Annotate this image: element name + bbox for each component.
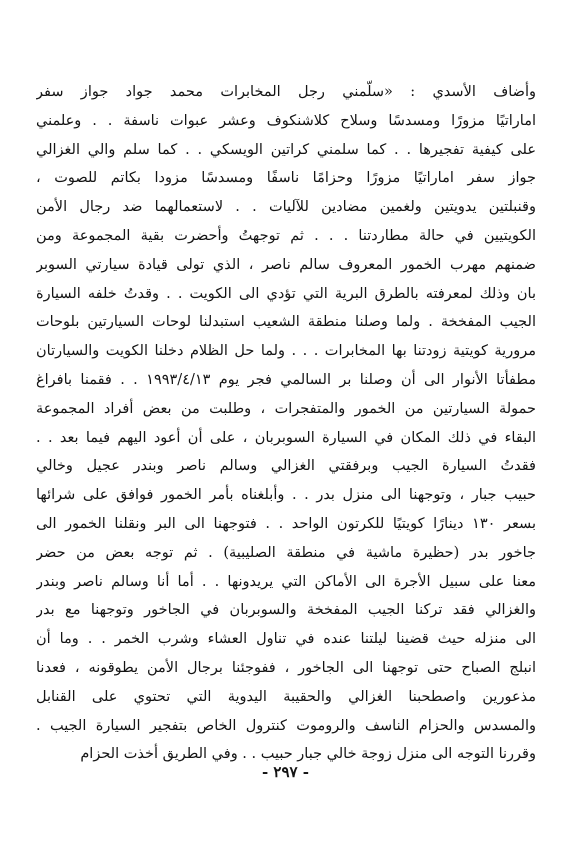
- text-line: على كيفية تفجيرها . . كما سلمني كراتين الويسكي . . كما سلم والي الغزالي: [36, 141, 536, 158]
- text-line: معنا على سبيل الأجرة الى الأماكن التي يريدونها . . أما أنا وسالم ناصر وبندر: [36, 573, 536, 590]
- text-line: جاخور بدر (حظيرة ماشية في منطقة الصليبية) . ثم توجه بعض من حضر: [36, 544, 536, 561]
- text-line: البقاء في ذلك المكان في السيارة السوبربان ، على أن أعود اليهم فيما بعد . .: [36, 429, 536, 446]
- text-line: والمسدس والحزام الناسف والروموت كنترول الخاص بتفجير السيارة الجيب .: [36, 717, 536, 734]
- page-number: - ٢٩٧ -: [261, 763, 310, 781]
- text-line: وأضاف الأسدي : «سلّمني رجل المخابرات محمد جواد جواز سفر: [36, 84, 536, 100]
- text-line: اماراتيًا مزورًا ومسدسًا وسلاح كلاشنكوف وعشر عبوات ناسفة . . وعلمني: [36, 112, 536, 129]
- text-line: مذعورين واصطحبنا الغزالي والحقيبة اليدوية التي تحتوي على القنابل: [36, 688, 536, 705]
- text-line: مرورية كويتية زودتنا بها المخابرات . . . ولما حل الظلام دخلنا الكويت والسيارتان: [36, 343, 536, 360]
- text-line: وقنبلتين يدويتين ولغمين مضادين للآليات . . لاستعمالهما ضد رجال الأمن: [36, 199, 536, 216]
- text-line: ضمنهم مهرب الخمور المعروف سالم ناصر ، الذي تولى قيادة سيارتي السوبر: [36, 256, 536, 273]
- text-line: انبلج الصباح حتى توجهنا الى الجاخور ، ففوجئنا برجال الأمن يطوقونه ، فعدنا: [36, 659, 536, 676]
- text-line: حبيب جبار ، وتوجهنا الى منزل بدر . . وأبلغناه بأمر الخمور فوافق على شرائها: [36, 487, 536, 504]
- text-line: فقدتُ السيارة الجيب وبرفقتي الغزالي وسالم ناصر وبندر عجيل وخالي: [36, 458, 536, 475]
- text-line: حمولة السيارتين من الخمور والمتفجرات ، وطلبت من بعض أفراد المجموعة: [36, 400, 536, 417]
- text-line: جواز سفر اماراتيًا مزورًا وحزامًا ناسفًا ومسدسًا مزودا بكاتم للصوت ،: [36, 170, 536, 187]
- text-line: والغزالي فقد تركنا الجيب المفخخة والسوبربان في الجاخور وتوجهنا مع بدر: [36, 602, 536, 619]
- text-line: الى منزله حيث قضينا ليلتنا عنده في تناول العشاء وشرب الخمر . . وما أن: [36, 631, 536, 648]
- text-line: بان وذلك لمعرفته بالطرق البرية التي تؤدي الى الكويت . . وقدتُ خلفه السيارة: [36, 285, 536, 302]
- text-line: مطفأتا الأنوار الى أن وصلنا بر السالمي فجر يوم ١٩٩٣/٤/١٣ . . فقمنا بافراغ: [36, 371, 536, 388]
- body-text: [36, 78, 536, 769]
- text-line: الكويتيين في حالة مطاردتنا . . . ثم توجهتُ وأحضرت بقية المجموعة ومن: [36, 227, 536, 244]
- text-line: وقررنا التوجه الى منزل زوجة خالي جبار حبيب . . وفي الطريق أخذت الحزام: [80, 746, 536, 763]
- text-line: الجيب المفخخة . ولما وصلنا منطقة الشعيب استبدلنا لوحات السيارتين بلوحات: [36, 314, 536, 331]
- text-line: بسعر ١٣٠ دينارًا كويتيًا للكرتون الواحد . . فتوجهنا الى البر ونقلنا الخمور الى: [36, 515, 536, 532]
